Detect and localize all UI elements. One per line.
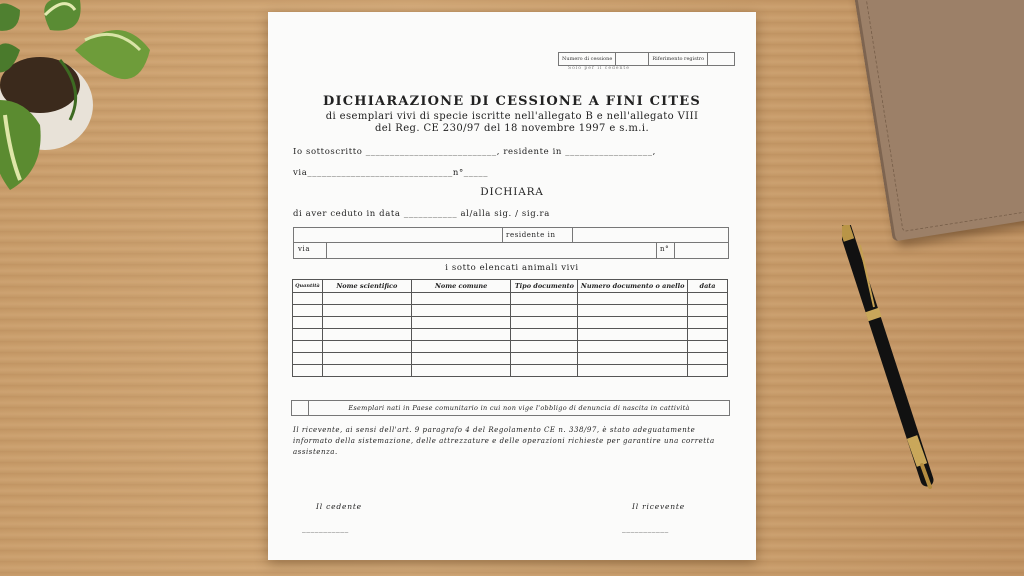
table-cell[interactable] bbox=[293, 293, 323, 305]
recipient-col-divider bbox=[674, 242, 675, 258]
cedente-signature-line[interactable]: ___________ bbox=[302, 524, 349, 533]
table-row bbox=[293, 293, 728, 305]
table-cell[interactable] bbox=[411, 365, 511, 377]
table-cell[interactable] bbox=[322, 329, 411, 341]
table-cell[interactable] bbox=[688, 365, 728, 377]
via-label: via bbox=[298, 245, 311, 253]
leather-notebook bbox=[850, 0, 1024, 242]
subtitle-line-2: del Reg. CE 230/97 del 18 novembre 1997 e s.m.i. bbox=[374, 123, 650, 134]
table-cell[interactable] bbox=[688, 317, 728, 329]
table-cell[interactable] bbox=[511, 341, 578, 353]
potted-plant bbox=[0, 0, 165, 215]
animals-table bbox=[292, 279, 728, 377]
col-data: data bbox=[688, 280, 728, 293]
table-cell[interactable] bbox=[511, 305, 578, 317]
cedente-label: Il cedente bbox=[316, 502, 362, 511]
numero-cessione-field[interactable] bbox=[616, 53, 649, 65]
table-cell[interactable] bbox=[578, 329, 688, 341]
table-cell[interactable] bbox=[688, 341, 728, 353]
table-cell[interactable] bbox=[578, 341, 688, 353]
table-cell[interactable] bbox=[293, 341, 323, 353]
recipient-col-divider bbox=[326, 242, 327, 258]
table-cell[interactable] bbox=[688, 305, 728, 317]
table-cell[interactable] bbox=[293, 329, 323, 341]
table-cell[interactable] bbox=[411, 329, 511, 341]
ricevente-label: Il ricevente bbox=[632, 502, 685, 511]
pen bbox=[842, 225, 952, 490]
subtitle-line-1: di esemplari vivi di specie iscritte nell'allegato B e nell'allegato VIII bbox=[325, 111, 699, 122]
ceduto-line[interactable]: di aver ceduto in data ___________ al/alla sig. / sig.ra bbox=[293, 209, 550, 219]
col-quantita: Quantità bbox=[293, 280, 323, 293]
table-row bbox=[293, 341, 728, 353]
animals-heading: i sotto elencati animali vivi bbox=[445, 263, 579, 273]
table-cell[interactable] bbox=[411, 341, 511, 353]
table-cell[interactable] bbox=[688, 353, 728, 365]
dichiara-heading: DICHIARA bbox=[480, 186, 544, 198]
table-cell[interactable] bbox=[411, 293, 511, 305]
table-cell[interactable] bbox=[411, 305, 511, 317]
riferimento-registro-label: Riferimento registro bbox=[649, 53, 708, 65]
recipient-col-divider bbox=[502, 228, 503, 242]
col-numero-documento: Numero documento o anello bbox=[578, 280, 688, 293]
table-cell[interactable] bbox=[511, 293, 578, 305]
table-cell[interactable] bbox=[322, 293, 411, 305]
table-cell[interactable] bbox=[578, 293, 688, 305]
nati-comunitario-text: Esemplari nati in Paese comunitario in cui non vige l'obbligo di denuncia di nascita in cattività bbox=[348, 404, 690, 412]
table-cell[interactable] bbox=[578, 305, 688, 317]
table-cell[interactable] bbox=[688, 329, 728, 341]
table-cell[interactable] bbox=[511, 353, 578, 365]
ricevente-paragraph: Il ricevente, ai sensi dell'art. 9 paragrafo 4 del Regolamento CE n. 338/97, è stato adeguatamente informato della sistemazione, delle attrezzature e delle operazioni richieste per garantire una corretta assistenza. bbox=[293, 426, 715, 456]
recipient-col-divider bbox=[572, 228, 573, 242]
nati-comunitario-checkbox[interactable] bbox=[292, 401, 309, 415]
ricevente-signature-line[interactable]: ___________ bbox=[622, 524, 669, 533]
numero-label: n° bbox=[660, 245, 670, 253]
table-cell[interactable] bbox=[322, 305, 411, 317]
table-cell[interactable] bbox=[578, 317, 688, 329]
recipient-box[interactable] bbox=[293, 227, 729, 259]
table-cell[interactable] bbox=[411, 353, 511, 365]
table-cell[interactable] bbox=[688, 293, 728, 305]
nati-comunitario-row bbox=[291, 400, 730, 416]
table-cell[interactable] bbox=[411, 317, 511, 329]
col-tipo-documento: Tipo documento bbox=[511, 280, 578, 293]
animals-table-body bbox=[293, 293, 728, 377]
table-row bbox=[293, 353, 728, 365]
registry-box bbox=[558, 52, 735, 66]
recipient-col-divider bbox=[656, 242, 657, 258]
table-row bbox=[293, 365, 728, 377]
table-cell[interactable] bbox=[322, 317, 411, 329]
table-row bbox=[293, 329, 728, 341]
numero-cessione-label: Numero di cessione bbox=[559, 53, 616, 65]
cites-form-sheet bbox=[268, 12, 756, 560]
table-row bbox=[293, 317, 728, 329]
table-cell[interactable] bbox=[322, 365, 411, 377]
table-cell[interactable] bbox=[511, 365, 578, 377]
registry-note: Solo per il cedente bbox=[568, 66, 630, 71]
table-cell[interactable] bbox=[293, 317, 323, 329]
recipient-divider bbox=[294, 242, 728, 243]
table-cell[interactable] bbox=[578, 353, 688, 365]
sottoscritto-line[interactable]: Io sottoscritto ___________________________, residente in __________________, bbox=[293, 147, 656, 157]
table-cell[interactable] bbox=[293, 365, 323, 377]
table-cell[interactable] bbox=[293, 353, 323, 365]
table-cell[interactable] bbox=[511, 329, 578, 341]
form-title: DICHIARAZIONE DI CESSIONE A FINI CITES bbox=[322, 94, 701, 109]
col-nome-comune: Nome comune bbox=[411, 280, 511, 293]
table-cell[interactable] bbox=[322, 341, 411, 353]
col-nome-scientifico: Nome scientifico bbox=[322, 280, 411, 293]
table-row bbox=[293, 305, 728, 317]
via-line[interactable]: via______________________________n°_____ bbox=[293, 168, 489, 178]
table-cell[interactable] bbox=[511, 317, 578, 329]
table-cell[interactable] bbox=[293, 305, 323, 317]
form-subtitle bbox=[268, 111, 756, 135]
table-header-row bbox=[293, 280, 728, 293]
table-cell[interactable] bbox=[578, 365, 688, 377]
riferimento-registro-field[interactable] bbox=[708, 53, 734, 65]
residente-label: residente in bbox=[506, 231, 556, 239]
table-cell[interactable] bbox=[322, 353, 411, 365]
